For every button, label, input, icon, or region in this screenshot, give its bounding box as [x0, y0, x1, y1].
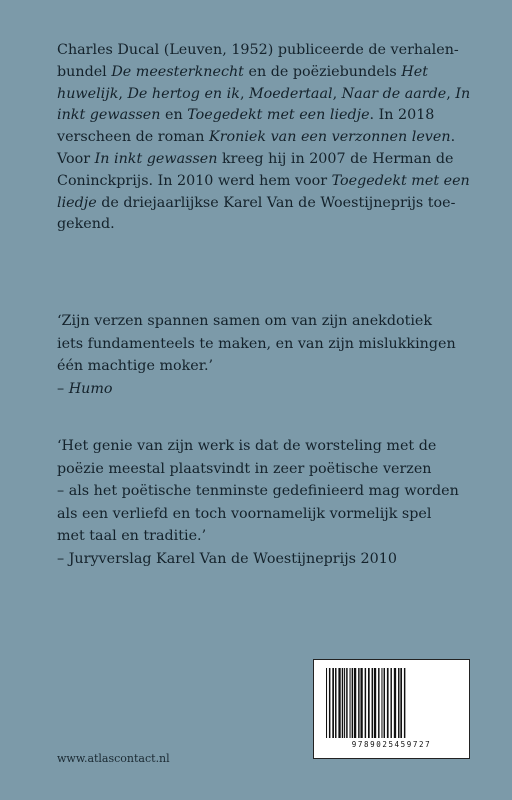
- quote-line: – als het poëtische tenminste gedefinieerd mag worden: [57, 483, 459, 499]
- quote-source: – Juryverslag Karel Van de Woestijneprijs 2010: [57, 550, 397, 567]
- review-quote-jury: [57, 435, 497, 570]
- barcode-bar: [358, 668, 359, 738]
- quote-line: als een verliefd en toch voornamelijk vormelijk spel: [57, 505, 432, 522]
- quote-source: – Humo: [57, 380, 113, 397]
- book-title: Toegedekt met een liedje: [187, 107, 370, 124]
- barcode-bar: [329, 668, 330, 738]
- barcode-bar: [398, 668, 399, 738]
- barcode-bar: [372, 668, 373, 738]
- book-title: De hertog en ik: [127, 85, 240, 102]
- barcode-bar: [365, 668, 366, 738]
- barcode-bar: [387, 668, 389, 738]
- quote-line: ‘Zijn verzen spannen samen om van zijn anekdotiek: [57, 313, 433, 329]
- bio-paragraph-1: Charles Ducal (Leuven, 1952) publiceerde de verhalen-bundel De meesterknecht en de poëziebundels Het huwelijk, De hertog en ik, Moedertaal, Naar de aarde, In inkt gewassen en Toegedekt met een liedje. In 2018 verscheen de roman Kroniek van een verzonnen leven.: [57, 42, 471, 146]
- barcode-bar: [335, 668, 336, 738]
- barcode-bars: [325, 668, 457, 738]
- barcode-bar: [374, 668, 376, 738]
- barcode-bar: [360, 668, 362, 738]
- barcode-bar: [378, 668, 379, 738]
- quote-line: iets fundamenteels te maken, en van zijn mislukkingen: [57, 335, 456, 352]
- quote-line: met taal en traditie.’: [57, 528, 207, 544]
- book-title: Moedertaal: [249, 85, 333, 102]
- quote-line: ‘Het genie van zijn werk is dat de worsteling met de: [57, 438, 437, 454]
- barcode-bar: [394, 668, 396, 738]
- book-title: Het huwelijk: [57, 63, 428, 102]
- review-quote-humo: [57, 310, 497, 400]
- quote-line: één machtige moker.’: [57, 358, 214, 374]
- quote-line: poëzie meestal plaatsvindt in zeer poëtische verzen: [57, 460, 432, 477]
- barcode-bar: [344, 668, 345, 738]
- isbn-barcode: [313, 659, 470, 759]
- book-title: In inkt gewassen: [94, 150, 218, 167]
- barcode-bar: [346, 668, 347, 738]
- barcode-bar: [390, 668, 391, 738]
- barcode-bar: [332, 668, 334, 738]
- barcode-bar: [342, 668, 343, 738]
- barcode-bar: [404, 668, 405, 738]
- barcode-bar: [350, 668, 351, 738]
- book-title: Naar de aarde: [341, 85, 447, 102]
- book-title: In inkt gewassen: [57, 85, 471, 124]
- barcode-bar: [384, 668, 385, 738]
- isbn-number: 9789025459727: [351, 740, 432, 749]
- barcode-bar: [400, 668, 402, 738]
- book-title: De meesterknecht: [111, 63, 244, 80]
- book-title: Kroniek van een verzonnen leven: [209, 129, 451, 146]
- barcode-bar: [368, 668, 370, 738]
- barcode-bar: [326, 668, 327, 738]
- publisher-url[interactable]: www.atlascontact.nl: [57, 752, 170, 765]
- barcode-bar: [354, 668, 356, 738]
- bio-paragraph-2: Voor In inkt gewassen kreeg hij in 2007 de Herman de Coninckprijs. In 2010 werd hem voor Toegedekt met een liedje de driejaarlijkse Karel Van de Woestijneprijs toe-gekend.: [57, 150, 470, 233]
- barcode-bar: [381, 668, 382, 738]
- author-bio: [57, 40, 487, 236]
- barcode-bar: [352, 668, 353, 738]
- book-title: Toegedekt met een liedje: [57, 172, 470, 211]
- barcode-bar: [338, 668, 340, 738]
